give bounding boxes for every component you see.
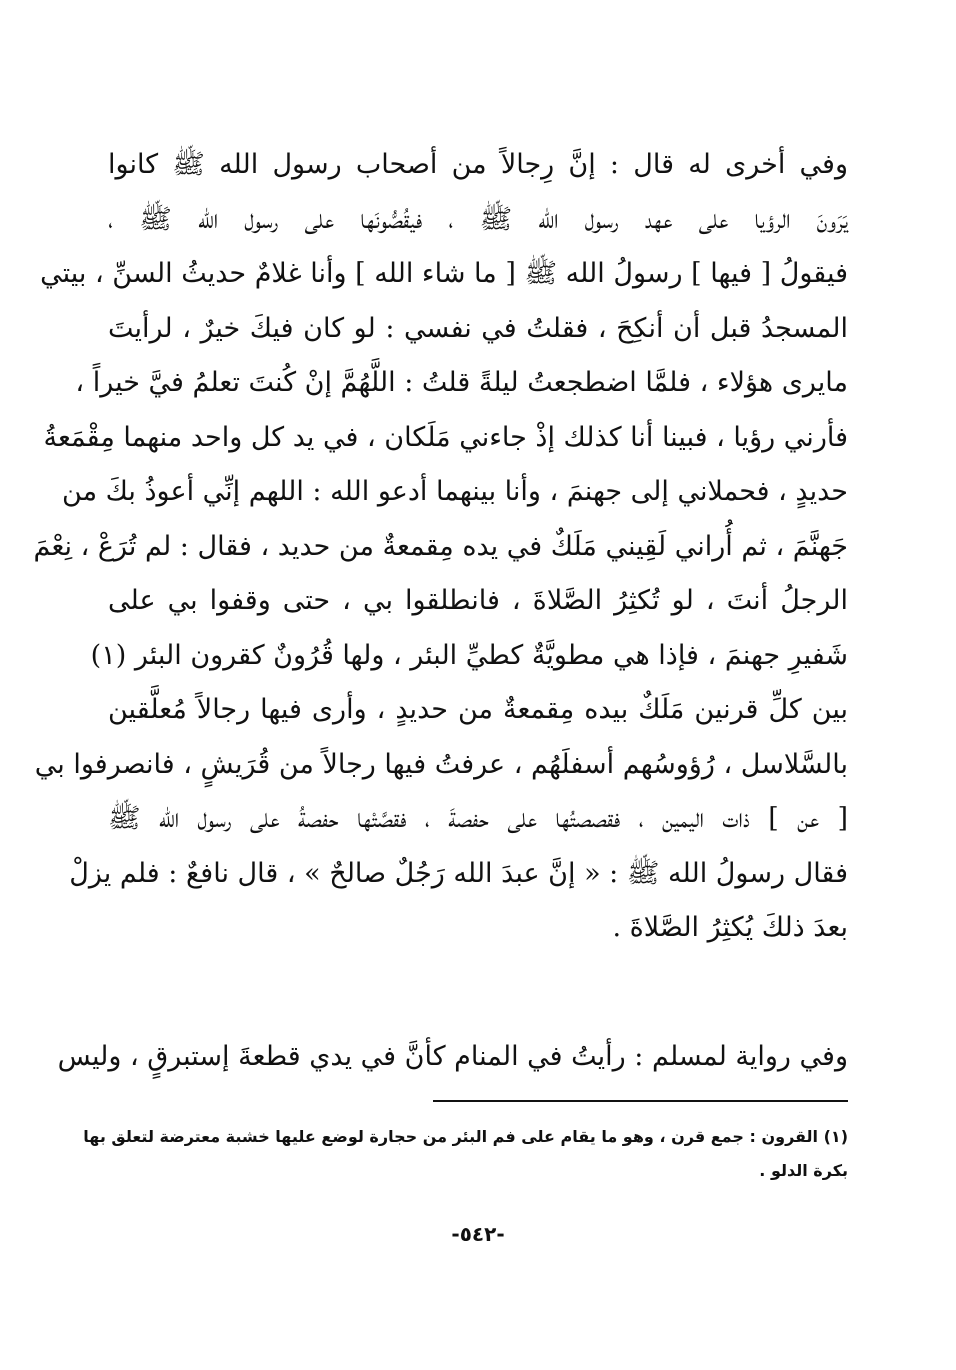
- text-line: [ عن ] ذات اليمين ، فقصصتُها على حفصةَ ، فقصَّتْها حفصةُ على رسول الله ﷺ: [108, 803, 848, 834]
- text-line: حديدٍ ، فحملاني إلى جهنمَ ، وأنا بينهما أدعو الله : اللهم إنِّي أعوذُ بكَ من: [62, 476, 848, 507]
- text-line: بالسَّلاسل ، رُؤوسُهم أسفلَهُم ، عرفتُ فيها رجالاً من قُرَيشٍ ، فانصرفوا بي: [34, 748, 848, 780]
- text-line: بعدَ ذلكَ يُكثِرُ الصَّلاةَ .: [612, 912, 848, 943]
- footnote: [83, 1120, 848, 1188]
- text-line: بين كلِّ قرنين مَلَكٌ بيده مِقمعةٌ من حديدٍ ، وأرى فيها رجالاً مُعلَّقين: [108, 694, 848, 725]
- text-line: وفي أخرى له قال : إنَّ رِجالاً من أصحاب رسول الله ﷺ كانوا: [108, 149, 848, 180]
- text-line: شَفيرِ جهنمَ ، فإذا هي مطويَّةٌ كطيِّ البئر ، ولها قُرُونٌ كقرون البئر (١): [90, 639, 848, 671]
- text-line: فيقولُ [ فيها ] رسولُ الله ﷺ [ ما شاء الله ] وأنا غلامٌ حديثُ السنِّ ، بيتي: [40, 258, 848, 289]
- second-paragraph: [57, 1030, 848, 1085]
- text-line: جَهنَّمَ ، ثم أُراني لَقِيني مَلَكٌ في يده مِقمعةٌ من حديد ، فقال : لم تُرَعْ ، نِعْمَ: [33, 530, 848, 562]
- main-text-block: [33, 138, 848, 956]
- text-line: وفي رواية لمسلم : رأيتُ في المنام كأنَّ في يدي قطعةَ إستبرقٍ ، وليس: [57, 1041, 848, 1072]
- footnote-divider: [433, 1100, 848, 1102]
- text-line: الرجلُ أنتَ ، لو تُكثِرُ الصَّلاةَ ، فانطلقوا بي ، حتى وقفوا بي على: [108, 585, 848, 616]
- text-line: فأرني رؤيا ، فبينا أنا كذلك إذْ جاءني مَلَكان ، في يد كل واحد منهما مِقْمَعةُ: [43, 421, 848, 453]
- text-line: المسجدُ قبل أن أنكِحَ ، فقلتُ في نفسي : لو كان فيكَ خيرٌ ، لرأيتَ: [108, 312, 848, 344]
- page-number: -٥٤٢-: [451, 1222, 505, 1246]
- footnote-line: (١) القرون : جمع قرن ، وهو ما يقام على فم البئر من حجارة لوضع عليها خشبة معترضة لتعلق بها: [83, 1127, 848, 1146]
- text-line: مايرى هؤلاء ، فلمَّا اضطجعتُ ليلةً قلتُ : اللَّهُمَّ إنْ كُنتَ تعلمُ فيَّ خيراً ،: [75, 367, 848, 398]
- text-line: يَرَونَ الرؤيا على عهد رسول الله ﷺ ، فيقُصُّونَها على رسول الله ﷺ ،: [108, 203, 848, 235]
- footnote-line: بكرة الدلو .: [759, 1161, 848, 1180]
- text-line: فقال رسولُ الله ﷺ : « إنَّ عبدَ الله رَجُلٌ صالحٌ » ، قال نافعٌ : فلم يزلْ: [69, 857, 848, 889]
